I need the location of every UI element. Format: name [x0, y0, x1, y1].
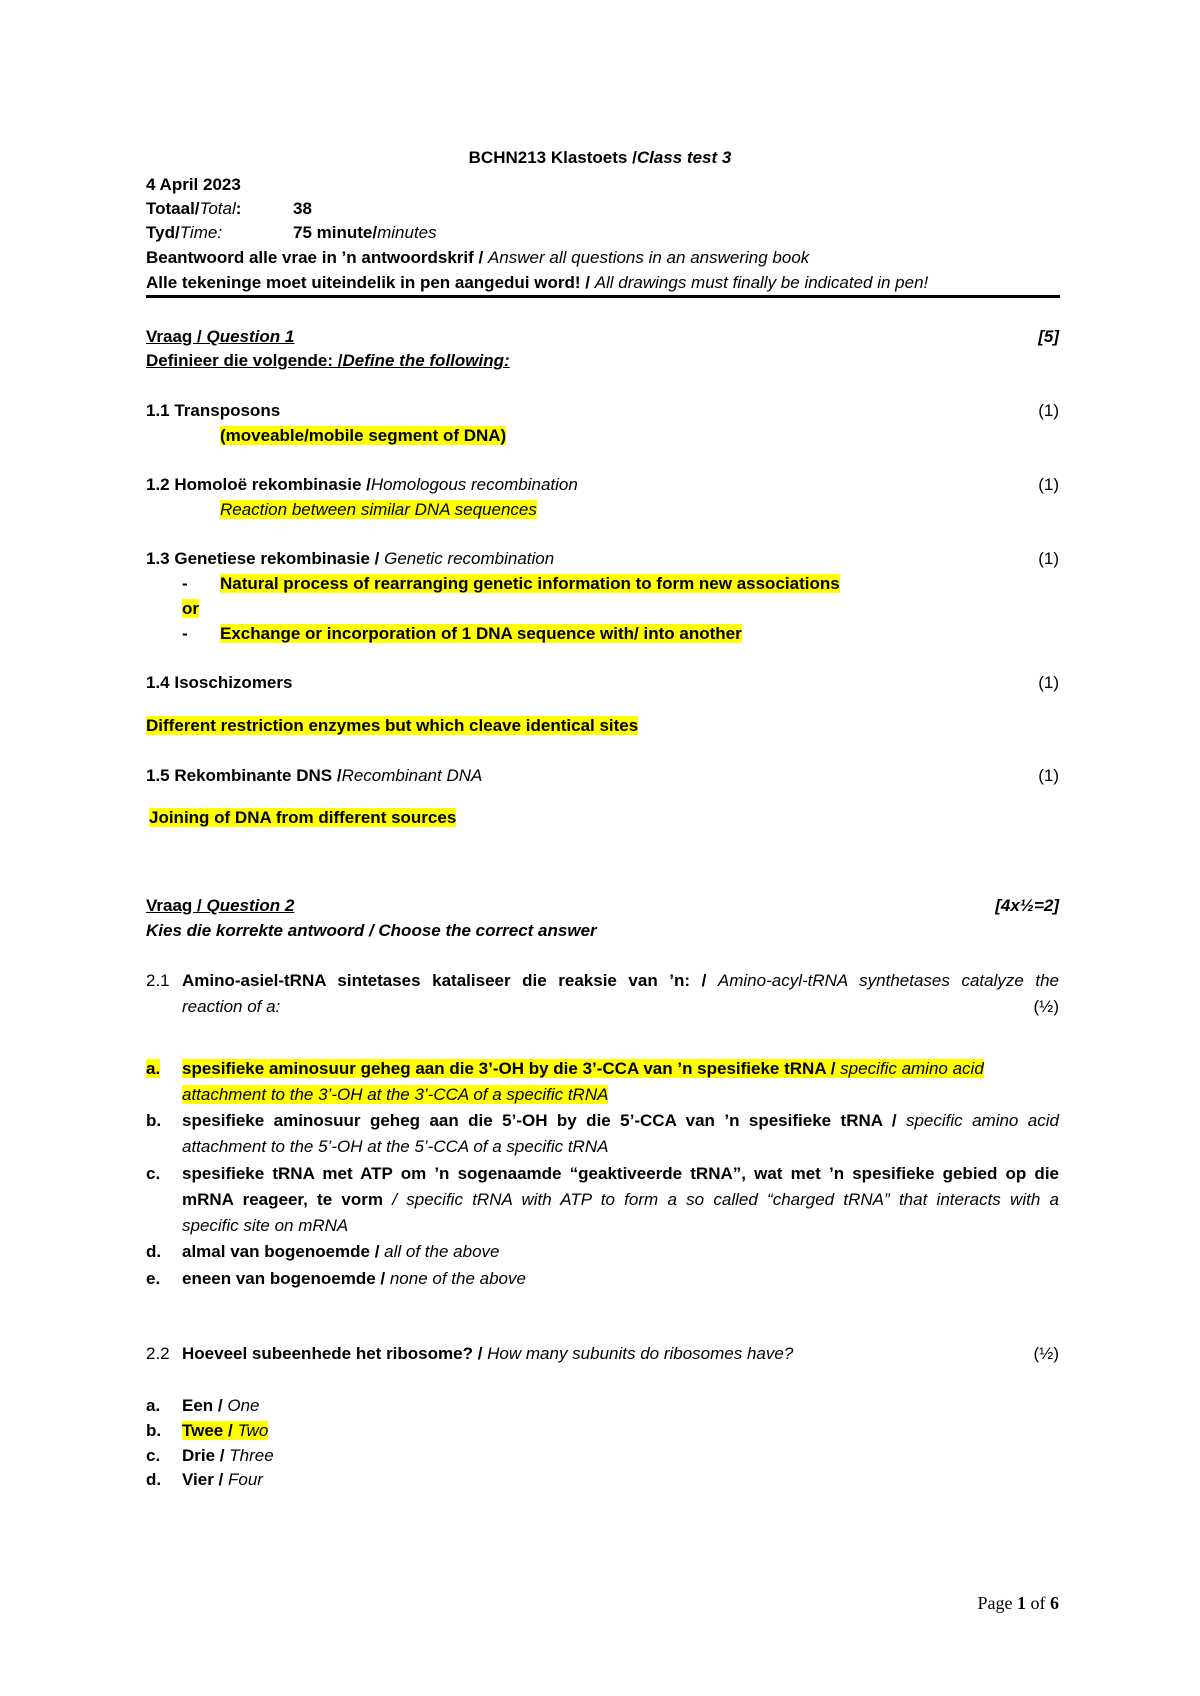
- q2-1-a-af: spesifieke aminosuur geheg aan die 3’-OH by die 3’-CCA van ’n spesifieke tRNA /: [182, 1059, 841, 1078]
- q1-1-mark: (1): [1038, 401, 1059, 420]
- q2-2-option-b-letter: b.: [146, 1421, 162, 1440]
- q2-2-number: 2.2: [146, 1344, 170, 1363]
- q2-1-b-en-1: specific amino acid: [905, 1111, 1059, 1130]
- instruction-2-af: Alle tekeninge moet uiteindelik in pen aangedui word! /: [146, 273, 595, 292]
- q2-1-e-en: none of the above: [389, 1269, 526, 1288]
- q2-1-number: 2.1: [146, 971, 170, 990]
- q2-1-option-c-line-2: [182, 1189, 1059, 1211]
- q2-1-option-e: [182, 1268, 526, 1290]
- q1-3-answer-2: [220, 623, 742, 645]
- q1-2-label: [146, 474, 578, 496]
- q2-title-en: Question 2: [206, 896, 295, 915]
- question-2-marks: [4x½=2]: [995, 896, 1059, 915]
- q1-2-label-en: Homologous recombination: [370, 475, 578, 494]
- q2-1-option-b-letter: b.: [146, 1111, 162, 1130]
- q1-5-label: [146, 765, 482, 787]
- q2-2-d-af: Vier /: [182, 1470, 228, 1489]
- total-label-c: :: [235, 199, 242, 218]
- q1-4-label: 1.4 Isoschizomers: [146, 673, 293, 692]
- q2-title-af: Vraag /: [146, 896, 207, 915]
- q2-2-option-c: [182, 1445, 274, 1467]
- q2-1-option-b-line-1: [182, 1110, 1059, 1132]
- time-label-a: Tyd/: [146, 223, 180, 242]
- q1-5-label-en: Recombinant DNA: [341, 766, 483, 785]
- question-1-marks: [5]: [1038, 327, 1059, 346]
- total-label: [146, 198, 241, 220]
- q2-2-c-af: Drie /: [182, 1446, 230, 1465]
- page-title: [0, 147, 1200, 169]
- q1-5-answer-text: Joining of DNA from different sources: [149, 808, 457, 827]
- q1-5-label-af: 1.5 Rekombinante DNS /: [146, 766, 342, 785]
- q2-1-c-af-2: mRNA reageer, te vorm: [182, 1190, 384, 1209]
- q2-1-option-a-line-1: [182, 1058, 984, 1080]
- q1-3-answer-2-text: Exchange or incorporation of 1 DNA sequence with/ into another: [220, 624, 742, 643]
- q2-1-b-af: spesifieke aminosuur geheg aan die 5’-OH by die 5’-CCA van ’n spesifieke tRNA /: [182, 1111, 906, 1130]
- time-value-a: 75 minute/: [293, 223, 378, 242]
- q1-4-answer: [146, 715, 638, 737]
- page-total: 6: [1050, 1593, 1059, 1613]
- q1-2-mark: (1): [1038, 475, 1059, 494]
- total-label-b: Total: [199, 199, 236, 218]
- q1-3-or-text: or: [182, 599, 199, 618]
- q1-1-answer-text: (moveable/mobile segment of DNA): [220, 426, 507, 445]
- total-label-a: Totaal/: [146, 199, 200, 218]
- q1-3-mark: (1): [1038, 549, 1059, 568]
- q1-3-answer-1-text: Natural process of rearranging genetic information to form new associations: [220, 574, 840, 593]
- instruction-1-en: Answer all questions in an answering book: [487, 248, 810, 267]
- question-1-title: [146, 326, 294, 348]
- q1-1-label: 1.1 Transposons: [146, 401, 281, 420]
- page-of: of: [1026, 1593, 1050, 1613]
- q2-2-b-af: Twee /: [182, 1421, 238, 1440]
- q2-2-b-en: Two: [237, 1421, 269, 1440]
- title-italic: Class test 3: [636, 148, 732, 167]
- q2-2-option-a-letter: a.: [146, 1396, 161, 1415]
- q2-2-text-af: Hoeveel subeenhede het ribosome? /: [182, 1344, 488, 1363]
- q1-3-dash-1: -: [182, 574, 188, 593]
- q2-2-question: [182, 1343, 793, 1365]
- q1-1-answer: [220, 425, 506, 447]
- q2-1-question-line-2: reaction of a:: [182, 997, 281, 1016]
- q2-1-question-line-1: [182, 970, 1059, 992]
- q2-1-option-c-line-3: specific site on mRNA: [182, 1216, 349, 1235]
- q2-2-option-c-letter: c.: [146, 1446, 161, 1465]
- q2-1-option-c-line-1: spesifieke tRNA met ATP om ’n sogenaamde “geaktiveerde tRNA”, wat met ’n spesifieke gebied op die: [182, 1164, 1059, 1183]
- q1-4-answer-text: Different restriction enzymes but which cleave identical sites: [146, 716, 639, 735]
- q1-3-label-af: 1.3 Genetiese rekombinasie /: [146, 549, 385, 568]
- q2-1-option-c-letter: c.: [146, 1164, 161, 1183]
- q2-1-option-e-letter: e.: [146, 1269, 161, 1288]
- q2-2-option-a: [182, 1395, 260, 1417]
- page-word: Page: [977, 1593, 1017, 1613]
- q2-1-a-en-2: attachment to the 3’-OH at the 3’-CCA of a specific tRNA: [182, 1085, 609, 1104]
- q2-2-a-af: Een /: [182, 1396, 228, 1415]
- instruction-1: [146, 247, 809, 269]
- page-number: [978, 1592, 1060, 1614]
- question-2-instruction: Kies die korrekte antwoord / Choose the correct answer: [146, 921, 597, 940]
- q2-2-option-d-letter: d.: [146, 1470, 162, 1489]
- q1-3-label-en: Genetic recombination: [384, 549, 555, 568]
- q2-2-option-d: [182, 1469, 263, 1491]
- q1-instruction-en: Define the following:: [342, 351, 510, 370]
- q2-1-option-a-letter: [146, 1058, 160, 1080]
- q1-title-en: Question 1: [206, 327, 295, 346]
- q2-1-d-af: almal van bogenoemde /: [182, 1242, 385, 1261]
- q2-1-option-b-line-2: attachment to the 5’-OH at the 5’-CCA of a specific tRNA: [182, 1137, 609, 1156]
- q2-2-text-en: How many subunits do ribosomes have?: [487, 1344, 794, 1363]
- q2-1-option-d-letter: d.: [146, 1242, 162, 1261]
- q2-1-option-d: [182, 1241, 499, 1263]
- q1-3-or: [182, 598, 199, 620]
- time-label: [146, 222, 222, 244]
- time-value-b: minutes: [377, 223, 437, 242]
- instruction-2: [146, 272, 928, 294]
- q2-2-mark: (½): [1033, 1344, 1059, 1363]
- q2-1-mark: (½): [1033, 997, 1059, 1016]
- instruction-2-en: All drawings must finally be indicated in pen!: [594, 273, 929, 292]
- q1-title-af: Vraag /: [146, 327, 207, 346]
- q2-1-option-a-line-2: [182, 1084, 608, 1106]
- q2-1-a-letter-text: a.: [146, 1059, 161, 1078]
- page-current: 1: [1017, 1593, 1026, 1613]
- exam-date: 4 April 2023: [146, 175, 241, 194]
- q2-2-d-en: Four: [228, 1470, 263, 1489]
- time-label-b: Time:: [179, 223, 223, 242]
- q1-2-answer: [220, 499, 537, 521]
- question-2-title: [146, 895, 294, 917]
- q2-2-c-en: Three: [229, 1446, 274, 1465]
- title-bold: BCHN213 Klastoets /: [468, 148, 637, 167]
- q2-1-d-en: all of the above: [384, 1242, 500, 1261]
- q1-3-label: [146, 548, 554, 570]
- q2-1-c-en-2: / specific tRNA with ATP to form a so called “charged tRNA” that interacts with a: [383, 1190, 1060, 1209]
- time-value: [293, 222, 437, 244]
- instruction-1-af: Beantwoord alle vrae in ’n antwoordskrif /: [146, 248, 488, 267]
- q2-1-a-en-1: specific amino acid: [840, 1059, 984, 1078]
- q1-2-label-af: 1.2 Homoloë rekombinasie /: [146, 475, 371, 494]
- q2-1-text-en: Amino-acyl-tRNA synthetases catalyze the: [717, 971, 1059, 990]
- q1-3-dash-2: -: [182, 624, 188, 643]
- q2-1-text-af: Amino-asiel-tRNA sintetases kataliseer die reaksie van ’n: /: [182, 971, 718, 990]
- q1-3-answer-1: [220, 573, 840, 595]
- q1-instruction-af: Definieer die volgende: /: [146, 351, 343, 370]
- q2-2-a-en: One: [227, 1396, 260, 1415]
- q1-5-answer: [149, 807, 456, 829]
- header-divider: [146, 295, 1060, 298]
- q2-1-e-af: eneen van bogenoemde /: [182, 1269, 390, 1288]
- total-value: 38: [293, 199, 312, 218]
- q1-4-mark: (1): [1038, 673, 1059, 692]
- question-1-instruction: [146, 350, 510, 372]
- q1-5-mark: (1): [1038, 766, 1059, 785]
- q1-2-answer-text: Reaction between similar DNA sequences: [220, 500, 537, 519]
- q2-2-option-b: [182, 1420, 268, 1442]
